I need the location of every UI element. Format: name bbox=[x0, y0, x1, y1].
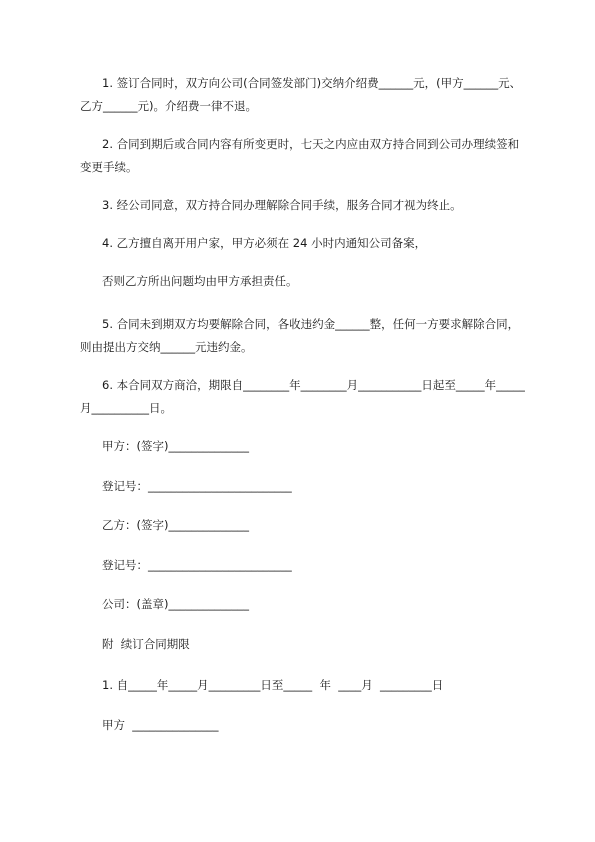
party-b-signature: 乙方：(签字)______________ bbox=[102, 518, 249, 532]
clause-2: 2. 合同到期后或合同内容有所变更时，七天之内应由双方持合同到公司办理续签和变更手续。 bbox=[80, 137, 520, 174]
clause-3: 3. 经公司同意，双方持合同办理解除合同手续，服务合同才视为终止。 bbox=[102, 198, 462, 212]
appendix-title: 附 续订合同期限 bbox=[102, 637, 190, 651]
appendix-item-1: 1. 自_____年_____月_________日至_____ 年 ____月 _________日 bbox=[102, 678, 444, 692]
company-seal: 公司：(盖章)______________ bbox=[102, 597, 249, 611]
clause-4-continued: 否则乙方所出问题均由甲方承担责任。 bbox=[102, 274, 298, 288]
party-b-registration-number: 登记号：_________________________ bbox=[102, 558, 292, 572]
appendix-party-a: 甲方 _______________ bbox=[102, 718, 219, 732]
clause-6: 6. 本合同双方商洽，期限自________年________月___________日起至_____年_____月__________日。 bbox=[80, 378, 525, 415]
clause-5: 5. 合同未到期双方均要解除合同，各收违约金______整，任何一方要求解除合同，则由提出方交纳______元违约金。 bbox=[80, 317, 520, 354]
party-a-registration-number: 登记号：_________________________ bbox=[102, 479, 292, 493]
clause-1: 1. 签订合同时，双方向公司(合同签发部门)交纳介绍费______元，(甲方______元、乙方______元)。介绍费一律不退。 bbox=[80, 76, 522, 113]
party-a-signature: 甲方：(签字)______________ bbox=[102, 439, 249, 453]
clause-4: 4. 乙方擅自离开用户家，甲方必须在 24 小时内通知公司备案， bbox=[102, 236, 427, 250]
